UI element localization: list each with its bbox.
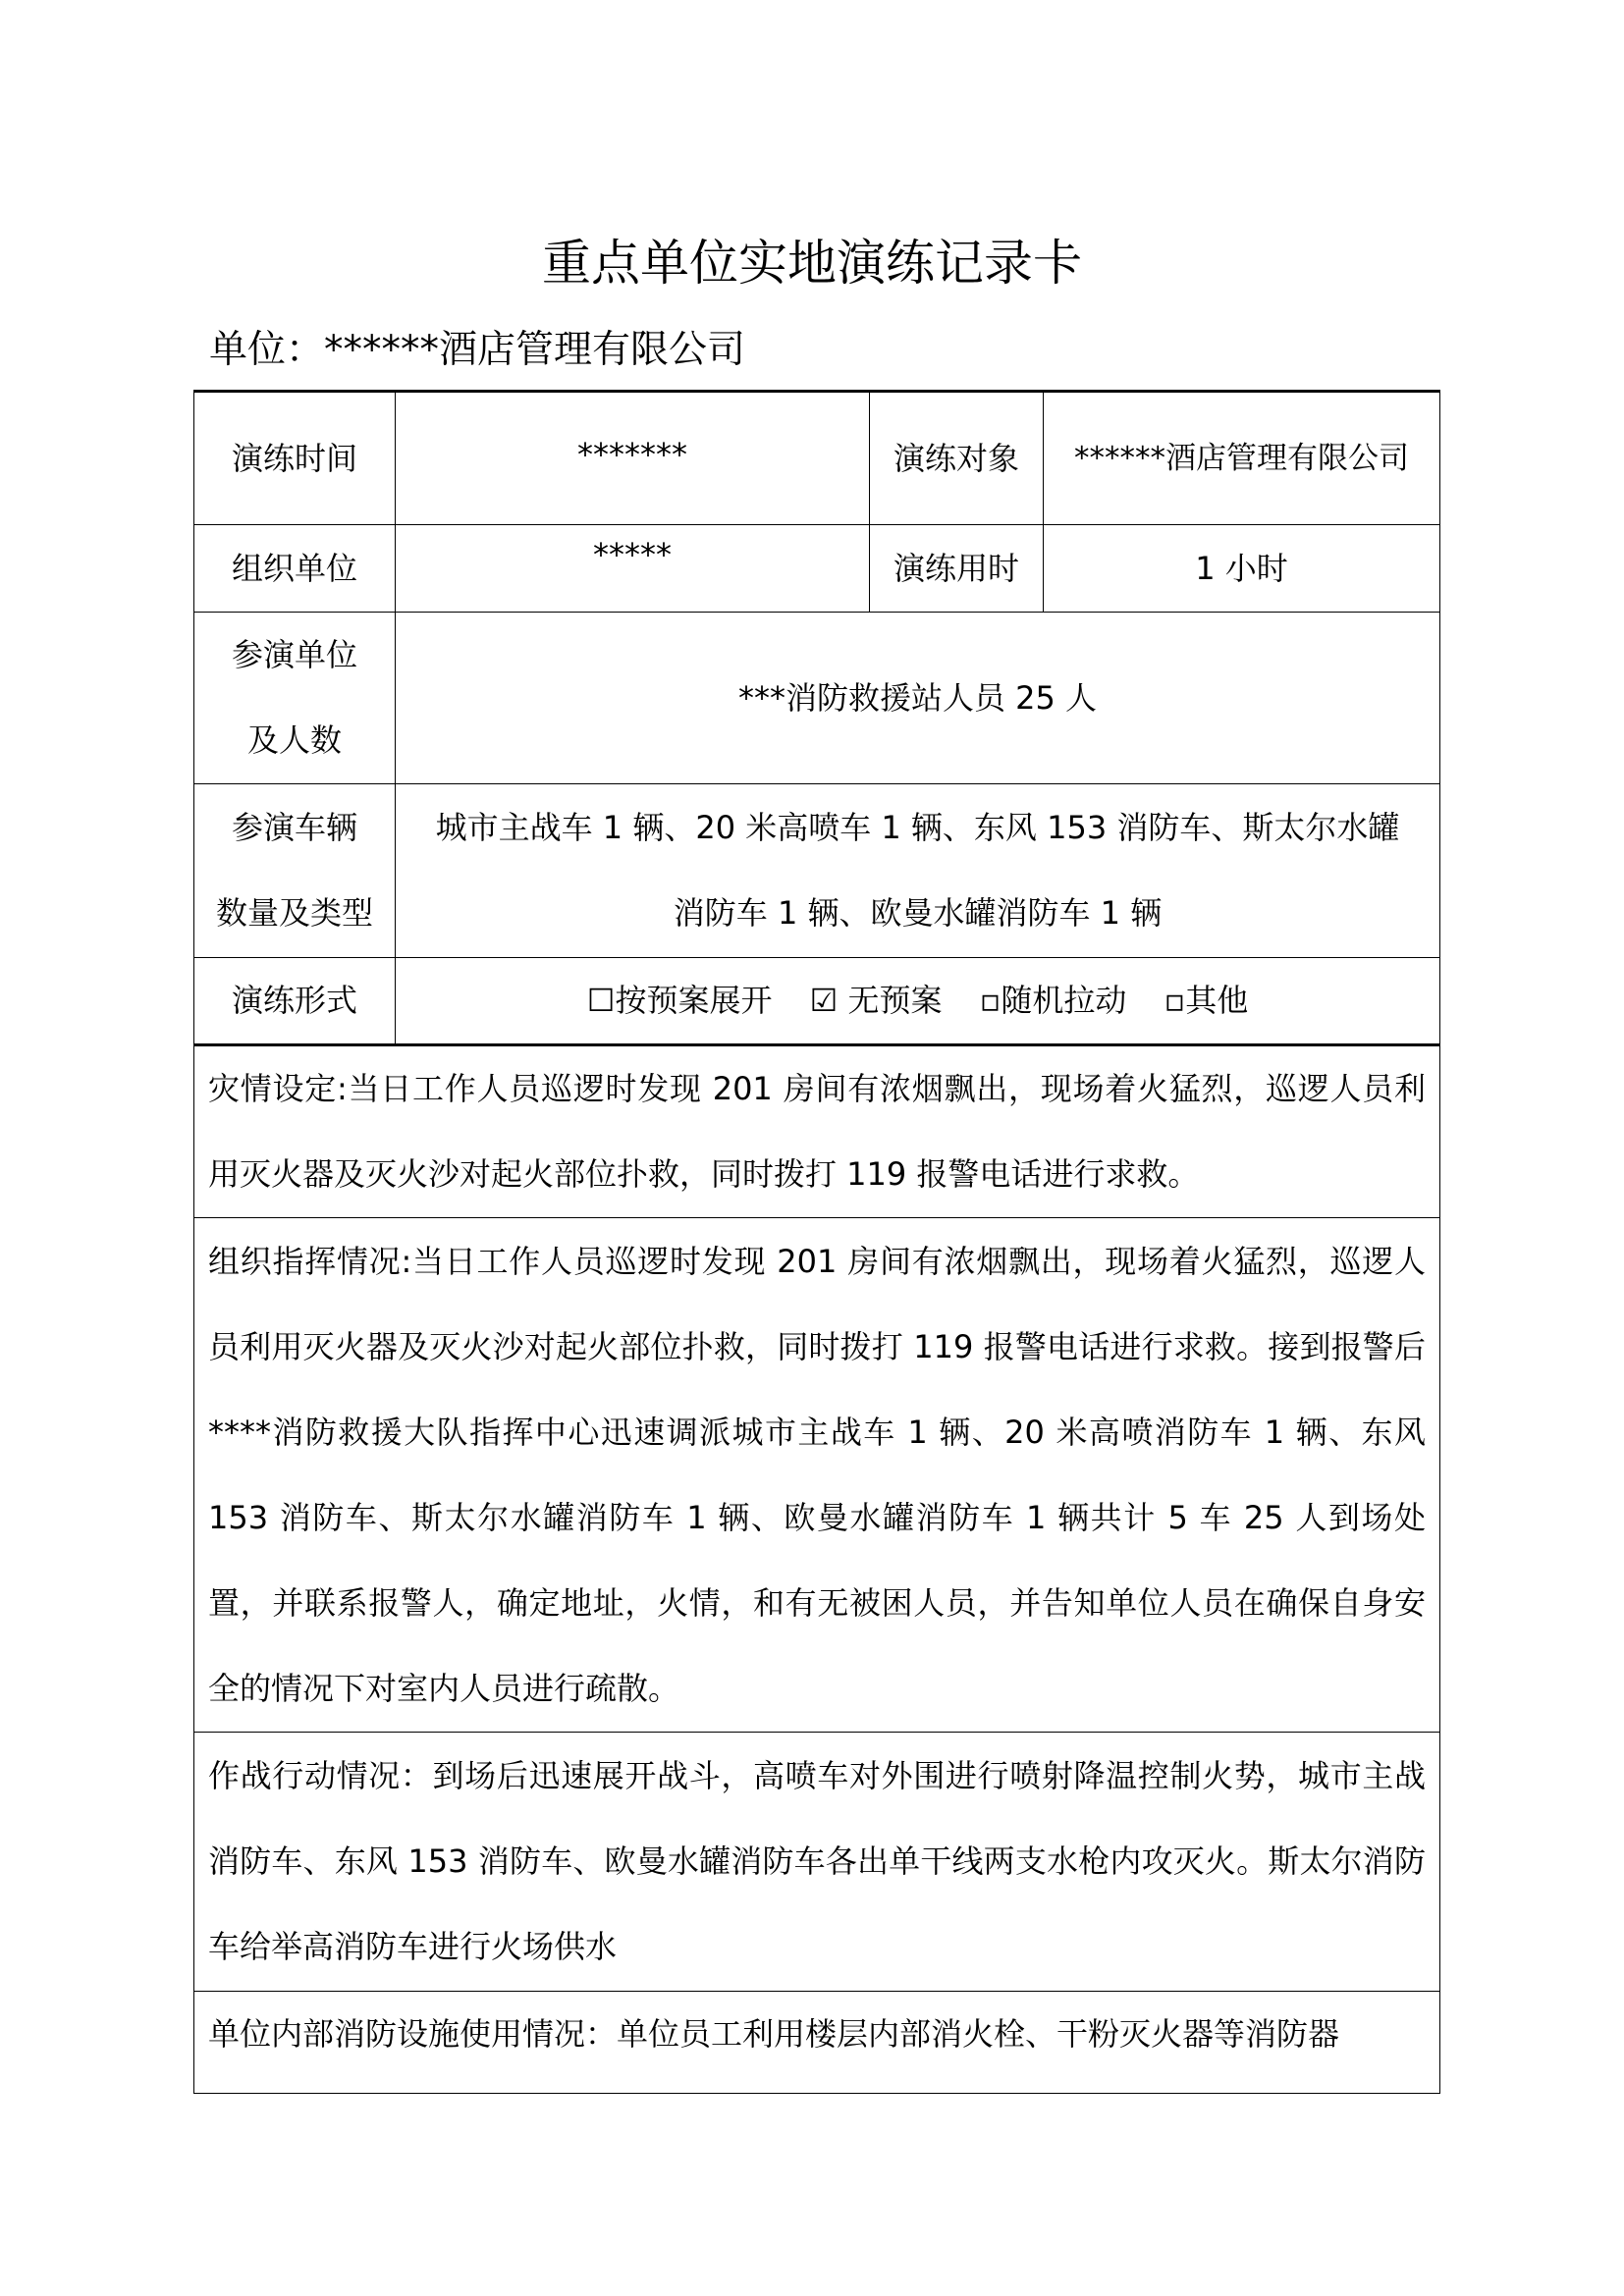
- form-options: [396, 958, 1440, 1045]
- checkbox-empty-icon: ☐: [586, 982, 616, 1019]
- vehicles-value-line: 城市主战车 1 辆、20 米高喷车 1 辆、东风 153 消防车、斯太尔水罐: [435, 809, 1400, 846]
- table-row: [194, 1733, 1440, 1992]
- participants-label-line: 参演单位: [231, 636, 357, 673]
- option-label: 随机拉动: [1001, 982, 1127, 1019]
- facilities-usage: 单位内部消防设施使用情况：单位员工利用楼层内部消火栓、干粉灭火器等消防器: [194, 1992, 1440, 2094]
- target-label: 演练对象: [870, 392, 1044, 525]
- target-value: ******酒店管理有限公司: [1044, 392, 1440, 525]
- table-row: [194, 392, 1440, 525]
- option-plan[interactable]: [587, 982, 773, 1019]
- vehicles-label: [194, 784, 396, 958]
- option-label: 其他: [1185, 982, 1249, 1019]
- disaster-setting: 灾情设定:当日工作人员巡逻时发现 201 房间有浓烟飘出，现场着火猛烈，巡逻人员利用灭火器及灭火沙对起火部位扑救，同时拨打 119 报警电话进行求救。: [194, 1045, 1440, 1218]
- vehicles-value: [396, 784, 1440, 958]
- table-row: [194, 613, 1440, 784]
- option-other[interactable]: [1164, 982, 1249, 1019]
- table-row: [194, 1218, 1440, 1733]
- table-row: [194, 1045, 1440, 1218]
- checkbox-checked-icon: ☑: [809, 982, 839, 1019]
- vehicles-value-line: 消防车 1 辆、欧曼水罐消防车 1 辆: [673, 894, 1163, 932]
- checkbox-empty-icon: ▫: [1164, 982, 1186, 1019]
- vehicles-label-line: 参演车辆: [231, 809, 357, 846]
- time-label: 演练时间: [194, 392, 396, 525]
- option-label: 无预案: [847, 982, 943, 1019]
- duration-label: 演练用时: [870, 525, 1044, 613]
- org-value: *****: [396, 525, 870, 613]
- command-situation: 组织指挥情况:当日工作人员巡逻时发现 201 房间有浓烟飘出，现场着火猛烈，巡逻人员利用灭火器及灭火沙对起火部位扑救，同时拨打 119 报警电话进行求救。接到报警后****消防救援大队指挥中心迅速调派城市主战车 1 辆、20 米高喷消防车 1 辆、东风 153 消防车、斯太尔水罐消防车 1 辆、欧曼水罐消防车 1 辆共计 5 车 25 人到场处置，并联系报警人，确定地址，火情，和有无被困人员，并告知单位人员在确保自身安全的情况下对室内人员进行疏散。: [194, 1218, 1440, 1733]
- duration-value: 1 小时: [1044, 525, 1440, 613]
- form-label: 演练形式: [194, 958, 396, 1045]
- unit-line: 单位：******酒店管理有限公司: [209, 328, 746, 372]
- checkbox-empty-icon: ▫: [979, 982, 1001, 1019]
- participants-value: ***消防救援站人员 25 人: [396, 613, 1440, 784]
- operations-situation: 作战行动情况：到场后迅速展开战斗，高喷车对外围进行喷射降温控制火势，城市主战消防车、东风 153 消防车、欧曼水罐消防车各出单干线两支水枪内攻灭火。斯太尔消防车给举高消防车进行火场供水: [194, 1733, 1440, 1992]
- time-value: *******: [396, 392, 870, 525]
- org-label: 组织单位: [194, 525, 396, 613]
- table-row: [194, 784, 1440, 958]
- participants-label-line: 及人数: [246, 721, 342, 759]
- drill-record-table: [193, 390, 1440, 2094]
- option-label: 按预案展开: [615, 982, 773, 1019]
- table-row: [194, 525, 1440, 613]
- option-random[interactable]: [980, 982, 1127, 1019]
- table-row: [194, 1992, 1440, 2094]
- option-no-plan[interactable]: [810, 982, 943, 1019]
- participants-label: [194, 613, 396, 784]
- table-row: [194, 958, 1440, 1045]
- page-title: 重点单位实地演练记录卡: [542, 235, 1082, 292]
- vehicles-label-line: 数量及类型: [215, 894, 373, 932]
